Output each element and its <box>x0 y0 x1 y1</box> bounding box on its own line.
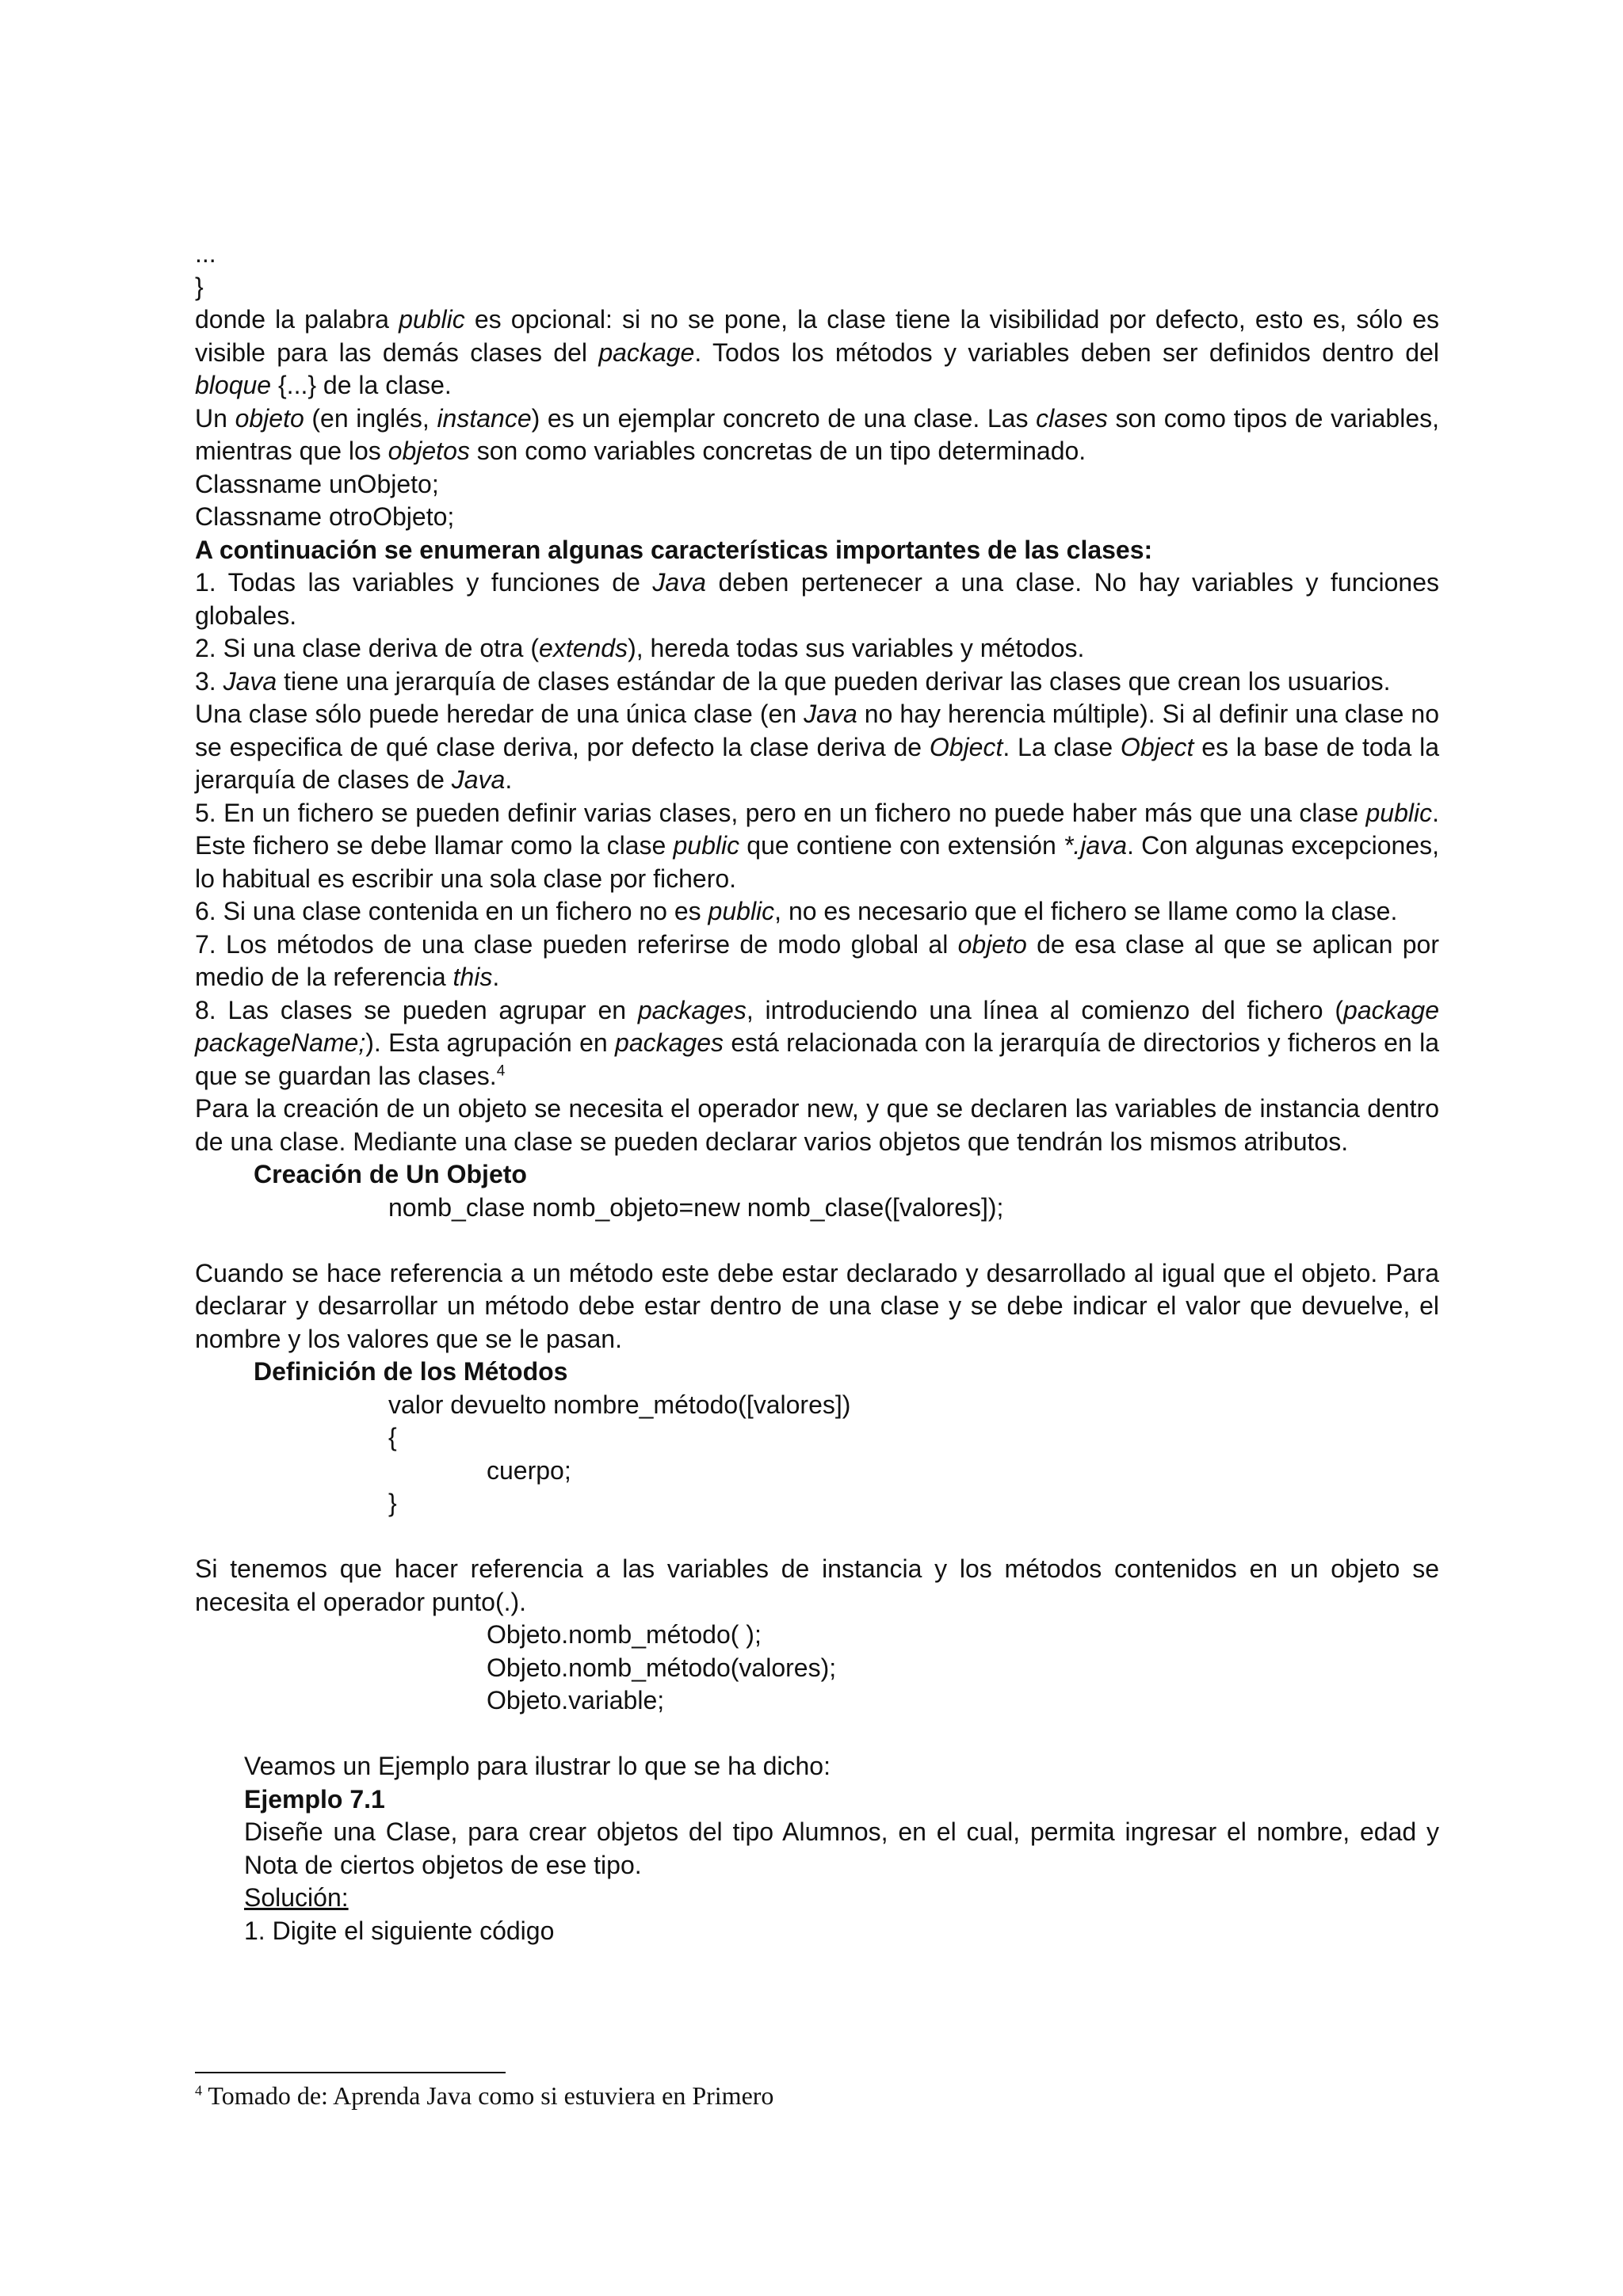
ellipsis-line: ... <box>195 239 216 268</box>
document-body <box>195 238 1439 1947</box>
heading-creacion: Creación de Un Objeto <box>254 1160 527 1188</box>
list-item-3: 3. Java tiene una jerarquía de clases estándar de la que pueden derivar las clases que crean los usuarios. <box>195 666 1391 696</box>
solucion-label: Solución: <box>244 1883 349 1912</box>
heading-definicion: Definición de los Métodos <box>254 1357 568 1386</box>
code-objeto-3: Objeto.variable; <box>487 1686 665 1714</box>
code-definicion-4: } <box>388 1489 397 1517</box>
paragraph-donde: donde la palabra public es opcional: si no se pone, la clase tiene la visibilidad por defecto, esto es, sólo es visible para las demás clases del package. Todos los métodos y variables deben ser definidos dentro del bloque {...} de la clase. <box>195 305 1440 399</box>
ejemplo-text: Diseñe una Clase, para crear objetos del tipo Alumnos, en el cual, permita ingresar el nombre, edad y Nota de ciertos objetos de ese tipo. <box>244 1817 1439 1879</box>
heading-ejemplo: Ejemplo 7.1 <box>244 1784 385 1814</box>
footnote-reference: 4 <box>496 1062 506 1079</box>
code-definicion-2: { <box>388 1423 397 1451</box>
footnote-text: Tomado de: Aprenda Java como si estuviera en Primero <box>202 2081 774 2110</box>
list-item-1: 1. Todas las variables y funciones de Java deben pertenecer a una clase. No hay variables y funciones globales. <box>195 568 1440 630</box>
code-objeto-1: Objeto.nomb_método( ); <box>487 1620 762 1649</box>
list-item-8: 8. Las clases se pueden agrupar en packages, introduciendo una línea al comienzo del fichero (package packageName;). Esta agrupación en packages está relacionada con la jerarquía de directorios y ficheros en la que se guardan las clases.$^4$ <box>195 995 1440 1090</box>
list-item-6: 6. Si una clase contenida en un fichero no es public, no es necesario que el fichero se llame como la clase. <box>195 897 1398 925</box>
paragraph-punto: Si tenemos que hacer referencia a las variables de instancia y los métodos contenidos en un objeto se necesita el operador punto(.). <box>195 1554 1439 1616</box>
step-1: 1. Digite el siguiente código <box>244 1916 555 1945</box>
list-item-7: 7. Los métodos de una clase pueden referirse de modo global al objeto de esa clase al que se aplican por medio de la referencia this. <box>195 929 1440 991</box>
code-definicion-1: valor devuelto nombre_método([valores]) <box>388 1390 851 1419</box>
footnote-separator <box>195 2072 506 2073</box>
list-item-2: 2. Si una clase deriva de otra (extends), hereda todas sus variables y métodos. <box>195 634 1085 662</box>
classname-line-1: Classname unObjeto; <box>195 469 439 498</box>
code-definicion-3: cuerpo; <box>487 1455 571 1485</box>
paragraph-herencia: Una clase sólo puede heredar de una única clase (en Java no hay herencia múltiple). Si al definir una clase no se especifica de qué clase deriva, por defecto la clase deriva de Object. La clase Object es la base de toda la jerarquía de clases de Java. <box>195 700 1440 794</box>
list-item-5: 5. En un fichero se pueden definir varias clases, pero en un fichero no puede haber más que una clase public. Este fichero se debe llamar como la clase public que contiene con extensión *.java. Con algunas excepciones, lo habitual es escribir una sola clase por fichero. <box>195 798 1440 893</box>
spacer <box>195 1718 1439 1751</box>
paragraph-objeto: Un objeto (en inglés, instance) es un ejemplar concreto de una clase. Las clases son como tipos de variables, mientras que los objetos son como variables concretas de un tipo determinado. <box>195 403 1440 465</box>
spacer <box>195 1224 1439 1257</box>
code-objeto-2: Objeto.nomb_método(valores); <box>487 1653 837 1682</box>
paragraph-metodo: Cuando se hace referencia a un método este debe estar declarado y desarrollado al igual que el objeto. Para declarar y desarrollar un método debe estar dentro de una clase y se debe indicar el valor que devuelve, el nombre y los valores que se le pasan. <box>195 1258 1439 1353</box>
spacer <box>195 1520 1439 1554</box>
close-brace-line: } <box>195 272 204 301</box>
footnote <box>195 2080 773 2111</box>
classname-line-2: Classname otroObjeto; <box>195 502 455 531</box>
paragraph-new: Para la creación de un objeto se necesita el operador new, y que se declaren las variables de instancia dentro de una clase. Mediante una clase se pueden declarar varios objetos que tendrán los mismos atributos. <box>195 1094 1439 1156</box>
footnote-number: 4 <box>195 2082 202 2099</box>
veamos-line: Veamos un Ejemplo para ilustrar lo que se ha dicho: <box>244 1752 831 1780</box>
code-creacion: nomb_clase nomb_objeto=new nomb_clase([valores]); <box>388 1192 1004 1222</box>
heading-caracteristicas: A continuación se enumeran algunas características importantes de las clases: <box>195 535 1153 564</box>
